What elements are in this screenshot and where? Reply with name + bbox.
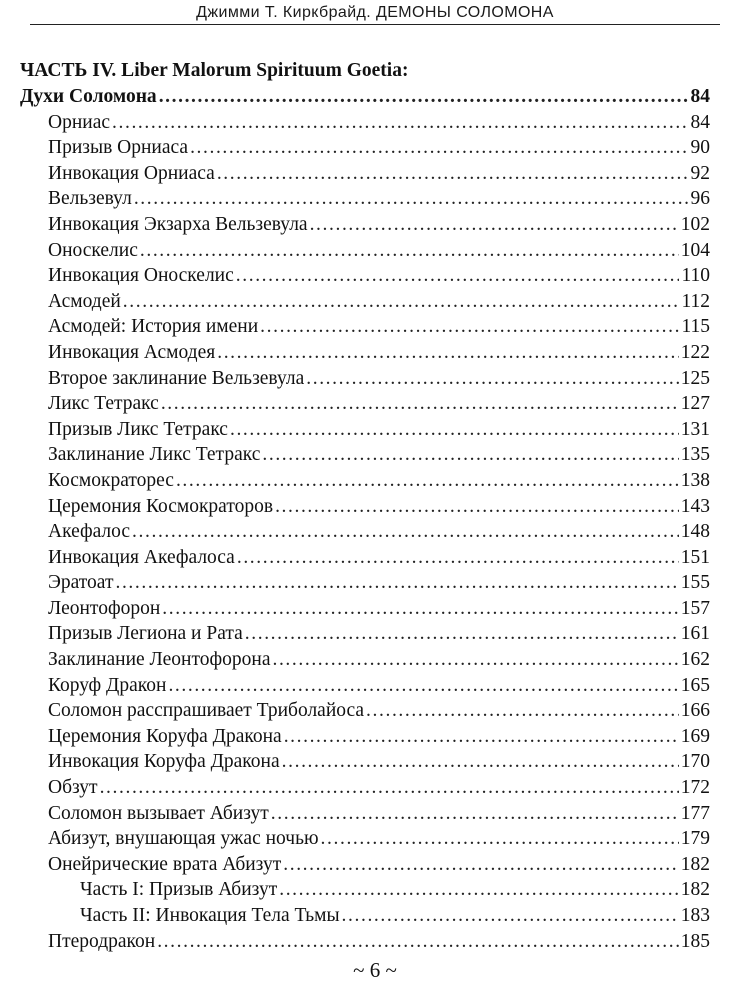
toc-entry-page: 110 bbox=[681, 265, 710, 287]
dot-leader bbox=[217, 340, 679, 366]
dot-leader bbox=[115, 570, 678, 596]
dot-leader bbox=[321, 826, 679, 852]
toc-entry-title: Инвокация Асмодея bbox=[48, 341, 216, 363]
toc-entry[interactable] bbox=[20, 596, 710, 622]
toc-entry-title: Заклинание Леонтофорона bbox=[48, 649, 271, 671]
toc-entry[interactable] bbox=[20, 929, 710, 955]
dot-leader bbox=[134, 186, 689, 212]
dot-leader bbox=[132, 519, 679, 545]
toc-entry-title: Онейрические врата Абизут bbox=[48, 853, 282, 875]
toc-entry-page: 161 bbox=[680, 623, 710, 645]
toc-entry[interactable] bbox=[20, 519, 710, 545]
toc-entry[interactable] bbox=[20, 340, 710, 366]
toc-entry-title: Асмодей bbox=[48, 290, 121, 312]
toc-entry[interactable] bbox=[20, 186, 710, 212]
toc-entry-page: 96 bbox=[690, 188, 710, 210]
toc-entry-title: Акефалос bbox=[48, 521, 131, 543]
dot-leader bbox=[260, 314, 679, 340]
toc-entry[interactable] bbox=[20, 417, 710, 443]
dot-leader bbox=[342, 903, 679, 929]
dot-leader bbox=[279, 877, 679, 903]
toc-entry-page: 104 bbox=[680, 239, 710, 261]
toc-entry-title: Абизут, внушающая ужас ночью bbox=[48, 828, 319, 850]
dot-leader bbox=[236, 263, 680, 289]
toc-entry-title: Заклинание Ликс Тетракс bbox=[48, 444, 261, 466]
toc-entry-page: 148 bbox=[680, 521, 710, 543]
toc-entry-page: 166 bbox=[680, 700, 710, 722]
toc-entry[interactable] bbox=[20, 263, 710, 289]
page-number: ~ 6 ~ bbox=[353, 958, 397, 982]
toc-entry-page: 165 bbox=[680, 674, 710, 696]
toc-entry-title: Орниас bbox=[48, 111, 111, 133]
dot-leader bbox=[282, 749, 679, 775]
table-of-contents bbox=[20, 58, 710, 954]
toc-entry-page: 102 bbox=[680, 213, 710, 235]
toc-entry-title: Второе заклинание Вельзевула bbox=[48, 367, 305, 389]
toc-entry-page: 183 bbox=[680, 905, 710, 926]
toc-section-page: 84 bbox=[690, 86, 710, 107]
dot-leader bbox=[159, 84, 689, 110]
dot-leader bbox=[271, 801, 679, 827]
toc-entry-page: 84 bbox=[690, 111, 710, 133]
dot-leader bbox=[217, 161, 689, 187]
toc-entry-page: 170 bbox=[680, 751, 710, 773]
toc-entry[interactable] bbox=[20, 570, 710, 596]
toc-entry[interactable] bbox=[20, 494, 710, 520]
toc-entry-title: Инвокация Акефалоса bbox=[48, 546, 235, 568]
toc-entry-title: Коруф Дракон bbox=[48, 674, 167, 696]
toc-subentry[interactable] bbox=[20, 903, 710, 929]
toc-entry-page: 122 bbox=[680, 341, 710, 363]
toc-entry[interactable] bbox=[20, 212, 710, 238]
dot-leader bbox=[168, 673, 678, 699]
toc-entry[interactable] bbox=[20, 749, 710, 775]
toc-entry-page: 179 bbox=[680, 828, 710, 850]
toc-entry-title: Птеродракон bbox=[48, 930, 156, 952]
dot-leader bbox=[157, 929, 679, 955]
toc-entry-page: 182 bbox=[680, 853, 710, 875]
dot-leader bbox=[275, 494, 679, 520]
toc-entry-page: 131 bbox=[680, 418, 710, 440]
toc-entry-title: Призыв Легиона и Рата bbox=[48, 623, 243, 645]
toc-entry-title: Церемония Космократоров bbox=[48, 495, 274, 517]
dot-leader bbox=[162, 596, 678, 622]
toc-entry-title: Обзут bbox=[48, 777, 98, 799]
toc-entry-title: Соломон вызывает Абизут bbox=[48, 802, 269, 824]
toc-entry[interactable] bbox=[20, 621, 710, 647]
part-heading: ЧАСТЬ IV. Liber Malorum Spirituum Goetia: bbox=[20, 60, 409, 81]
toc-entry[interactable] bbox=[20, 647, 710, 673]
dot-leader bbox=[262, 442, 678, 468]
toc-entry[interactable] bbox=[20, 442, 710, 468]
toc-entry-page: 125 bbox=[680, 367, 710, 389]
toc-entry-page: 169 bbox=[680, 725, 710, 747]
toc-entry[interactable] bbox=[20, 852, 710, 878]
dot-leader bbox=[283, 852, 679, 878]
dot-leader bbox=[100, 775, 679, 801]
toc-entry-page: 185 bbox=[680, 930, 710, 952]
toc-entry-title: Инвокация Орниаса bbox=[48, 162, 215, 184]
toc-subentry[interactable] bbox=[20, 877, 710, 903]
toc-entry[interactable] bbox=[20, 110, 710, 136]
toc-entry[interactable] bbox=[20, 238, 710, 264]
toc-entry[interactable] bbox=[20, 775, 710, 801]
toc-entry[interactable] bbox=[20, 289, 710, 315]
toc-section-title: Духи Соломона bbox=[20, 86, 157, 107]
dot-leader bbox=[123, 289, 680, 315]
toc-entry-title: Соломон расспрашивает Триболайоса bbox=[48, 700, 365, 722]
toc-entry-page: 172 bbox=[680, 777, 710, 799]
toc-entry-title: Ликс Тетракс bbox=[48, 393, 159, 415]
toc-entry[interactable] bbox=[20, 801, 710, 827]
dot-leader bbox=[230, 417, 679, 443]
toc-entry[interactable] bbox=[20, 366, 710, 392]
dot-leader bbox=[112, 110, 688, 136]
dot-leader bbox=[140, 238, 679, 264]
toc-entry-page: 112 bbox=[681, 290, 710, 312]
toc-entry-page: 182 bbox=[680, 879, 710, 901]
toc-entry-title: Вельзевул bbox=[48, 188, 132, 210]
dot-leader bbox=[306, 366, 679, 392]
toc-entry-page: 151 bbox=[680, 546, 710, 568]
toc-entry-title: Инвокация Коруфа Дракона bbox=[48, 751, 280, 773]
toc-entry[interactable] bbox=[20, 161, 710, 187]
toc-entry-page: 92 bbox=[690, 162, 710, 184]
toc-entry-title: Часть II: Инвокация Тела Тьмы bbox=[80, 905, 340, 926]
toc-section-row[interactable] bbox=[20, 84, 710, 110]
toc-entry-title: Призыв Ликс Тетракс bbox=[48, 418, 228, 440]
dot-leader bbox=[310, 212, 679, 238]
toc-entry[interactable] bbox=[20, 391, 710, 417]
toc-entry-title: Эратоат bbox=[48, 572, 114, 594]
toc-entry[interactable] bbox=[20, 468, 710, 494]
toc-entry[interactable] bbox=[20, 826, 710, 852]
toc-entry-page: 127 bbox=[680, 393, 710, 415]
toc-entry-title: Часть I: Призыв Абизут bbox=[80, 879, 278, 901]
toc-entry[interactable] bbox=[20, 314, 710, 340]
toc-entry-page: 162 bbox=[680, 649, 710, 671]
toc-entry-title: Оноскелис bbox=[48, 239, 138, 261]
toc-entry[interactable] bbox=[20, 545, 710, 571]
dot-leader bbox=[161, 391, 679, 417]
toc-entry-title: Асмодей: История имени bbox=[48, 316, 259, 338]
toc-entry-page: 157 bbox=[680, 597, 710, 619]
dot-leader bbox=[237, 545, 679, 571]
running-head: Джимми Т. Киркбрайд. ДЕМОНЫ СОЛОМОНА bbox=[196, 4, 554, 21]
toc-entry-page: 143 bbox=[680, 495, 710, 517]
toc-entry-title: Призыв Орниаса bbox=[48, 137, 189, 159]
dot-leader bbox=[176, 468, 679, 494]
dot-leader bbox=[272, 647, 678, 673]
toc-entry-page: 135 bbox=[680, 444, 710, 466]
toc-entry[interactable] bbox=[20, 724, 710, 750]
dot-leader bbox=[245, 621, 679, 647]
toc-entry-page: 155 bbox=[680, 572, 710, 594]
dot-leader bbox=[284, 724, 679, 750]
toc-entry[interactable] bbox=[20, 673, 710, 699]
toc-entry-title: Инвокация Оноскелис bbox=[48, 265, 234, 287]
toc-entry-title: Церемония Коруфа Дракона bbox=[48, 725, 282, 747]
toc-entry-title: Инвокация Экзарха Вельзевула bbox=[48, 213, 308, 235]
toc-entry[interactable] bbox=[20, 135, 710, 161]
toc-entry-title: Космократорес bbox=[48, 469, 174, 491]
toc-entry-page: 90 bbox=[690, 137, 710, 159]
toc-entry-page: 138 bbox=[680, 469, 710, 491]
dot-leader bbox=[366, 698, 679, 724]
toc-entry-page: 115 bbox=[681, 316, 710, 338]
toc-entry[interactable] bbox=[20, 698, 710, 724]
toc-entry-title: Леонтофорон bbox=[48, 597, 161, 619]
header-rule bbox=[30, 24, 720, 25]
toc-entry-page: 177 bbox=[680, 802, 710, 824]
dot-leader bbox=[190, 135, 688, 161]
